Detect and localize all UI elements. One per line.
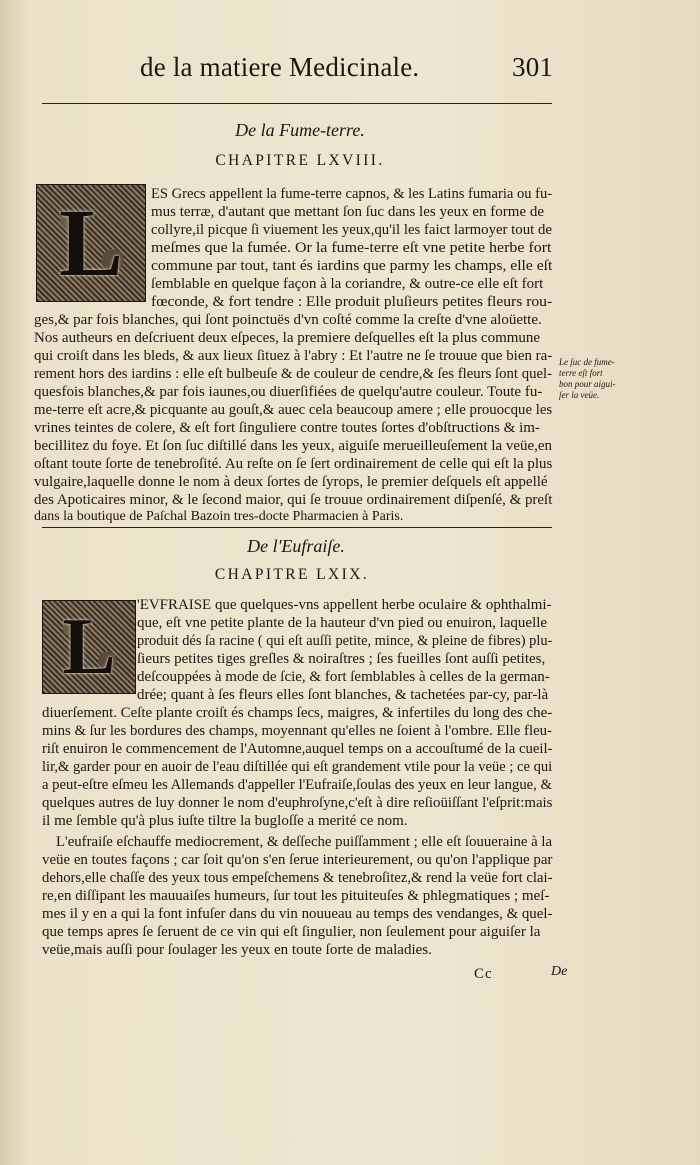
- text-line: L'eufraiſe eſchauffe mediocrement, & deſſeche puiſſamment ; elle eſt ſouueraine à la: [56, 834, 553, 850]
- chapter-heading-69: CHAPITRE LXIX.: [214, 566, 370, 583]
- text-line: produit dés ſa racine ( qui eſt auſſi petite, mince, & pleine de fibres) plu-: [137, 633, 553, 649]
- catchword: De: [551, 964, 568, 979]
- text-line: becillitez du foye. Et ſon ſuc diſtillé dans les yeux, aiguiſe merueilleuſement la veüe,en: [34, 438, 553, 454]
- text-line: que, eſt vne petite plante de la hauteur d'vn pied ou enuiron, laquelle: [137, 615, 548, 631]
- text-line: il me ſemble qu'à plus iuſte tiltre la bugloſſe a merité ce nom.: [42, 813, 408, 829]
- text-line: oſtant toute ſorte de tenebroſité. Au reſte on ſe ſert ordinairement de celle qui eſt la plus: [34, 456, 553, 472]
- text-line: ſieurs petites tiges greſles & noiraſtres ; ſes fueilles ſont auſſi petites,: [137, 651, 546, 667]
- initial-letter: L: [58, 189, 124, 296]
- text-line: mus terræ, d'autant que mettant ſon ſuc dans les yeux en forme de: [151, 204, 545, 220]
- text-line: quesfois blanches,& par fois iaunes,ou diuerſifiées de quelqu'autre couleur. Toute fu-: [34, 384, 543, 400]
- text-line: ES Grecs appellent la fume-terre capnos, & les Latins fumaria ou fu-: [151, 186, 553, 202]
- initial-letter: L: [62, 603, 116, 691]
- page-number: 301: [512, 52, 554, 82]
- text-line: riſt enuiron le commencement de l'Automne,auquel temps on a accouſtumé de la cueil-: [42, 741, 553, 757]
- text-line: Nos autheurs en deſcriuent deux eſpeces, la premiere deſquelles eſt la plus commune: [34, 330, 541, 346]
- decorated-initial-l: [36, 184, 146, 302]
- text-line: veüe en toutes façons ; car ſoit qu'on s'en ſerue interieurement, ou qu'on l'applique par: [42, 852, 553, 868]
- margin-note-line: terre eſt fort: [559, 368, 603, 378]
- text-line: vrines teintes de colere, & eſt fort ſinguliere contre toutes ſortes d'obſtructions & im-: [34, 420, 540, 436]
- section-title-fume-terre: De la Fume-terre.: [235, 120, 365, 140]
- text-line: re,en diſſipant les mauuaiſes humeurs, ſur tout les pituiteuſes & phlegmatiques ; meſ-: [42, 888, 550, 904]
- text-line: dehors,elle chaſſe des yeux tous empeſchemens & tenebroſitez,& rend la veüe fort clai-: [42, 870, 553, 886]
- section-rule: [42, 527, 552, 528]
- text-line: collyre,il picque ſi viuement les yeux,qu'il les faict larmoyer tout de: [151, 222, 552, 238]
- text-line: ſemblable en quelque façon à la coriandre, & outre-ce elle eſt fort: [151, 276, 544, 292]
- text-line: des Apoticaires minor, & le ſecond maior, qui ſe trouue ordinairement diſpenſé, & preſt: [34, 492, 553, 508]
- margin-note-line: Le ſuc de fume-: [559, 357, 615, 367]
- text-line: qui croiſt dans les bleds, & aux lieux ſituez à l'abry : Et l'autre ne ſe trouue que bien ra-: [34, 348, 553, 364]
- chapter-heading-68: CHAPITRE LXVIII.: [215, 152, 385, 169]
- text-line: dans la boutique de Paſchal Bazoin tres-docte Pharmacien à Paris.: [34, 509, 404, 524]
- header-rule: [42, 103, 552, 104]
- text-line: 'EVFRAISE que quelques-vns appellent herbe oculaire & ophthalmi-: [137, 597, 552, 613]
- text-line: diuerſement. Ceſte plante croiſt és champs ſecs, maigres, & infertiles du long des che-: [42, 705, 553, 721]
- decorated-initial-l: [42, 600, 136, 694]
- text-line: drée; quant à ſes fleurs elles ſont blanches, & tachetées par-cy, par-là: [137, 687, 549, 703]
- text-line: veüe,mais auſſi pour ſoulager les yeux en toute ſorte de maladies.: [42, 942, 432, 958]
- text-line: a peut-eſtre eſmeu les Allemands d'appeller l'Eufraiſe,ſoulas des yeux en leur langue, &: [42, 777, 552, 793]
- text-line: lir,& garder pour en auoir de l'eau diſtillée qui eſt grandement vtile pour la veüe ; ce qui: [42, 759, 553, 775]
- running-title: de la matiere Medicinale.: [140, 52, 420, 82]
- text-line: quelques autres de luy donner le nom d'euphroſyne,c'eſt à dire reſioüiſſant l'eſprit:mais: [42, 795, 553, 811]
- text-line: mes il y en a qui la font infuſer dans du vin nouueau au temps des vendanges, & quel-: [42, 906, 553, 922]
- text-line: deſcouppées à mode de ſcie, & fort ſemblables à celles de la german-: [137, 669, 550, 685]
- text-line: me-terre eſt acre,& picquante au gouſt,& auec cela beaucoup amere ; elle prouocque les: [34, 402, 553, 418]
- text-line: meſmes que la fumée. Or la fume-terre eſt vne petite herbe fort: [151, 240, 552, 256]
- signature-mark: Cc: [474, 966, 493, 982]
- margin-note-line: bon pour aigui-: [559, 379, 616, 389]
- text-line: vulgaire,laquelle donne le nom à deux ſortes de ſyrops, le premier deſquels eſt appellé: [34, 474, 548, 490]
- text-line: mins & ſur les bordures des champs, moyennant qu'elles ne ſoient à l'ombre. Elle fleu-: [42, 723, 552, 739]
- text-line: commune par tout, tant és iardins que parmy les champs, elle eſt: [151, 258, 553, 274]
- margin-note-line: ſer la veüe.: [559, 390, 600, 400]
- text-line: fœconde, & fort tendre : Elle produit pluſieurs petites fleurs rou-: [151, 294, 553, 310]
- section-title-eufraise: De l'Eufraiſe.: [247, 536, 345, 556]
- text-line: ges,& par fois blanches, qui ſont poinctuës d'vn coſté comme la creſte d'vne aloüette.: [34, 312, 542, 328]
- text-line: que temps apres ſe ſeruent de ce vin qui eſt ſingulier, non ſeulement pour aiguiſer la: [42, 924, 541, 940]
- margin-note: [559, 357, 665, 401]
- text-line: rement hors des iardins : elle eſt bulbeuſe & de couleur de cendre,& ſes fleurs ſont quel-: [34, 366, 553, 382]
